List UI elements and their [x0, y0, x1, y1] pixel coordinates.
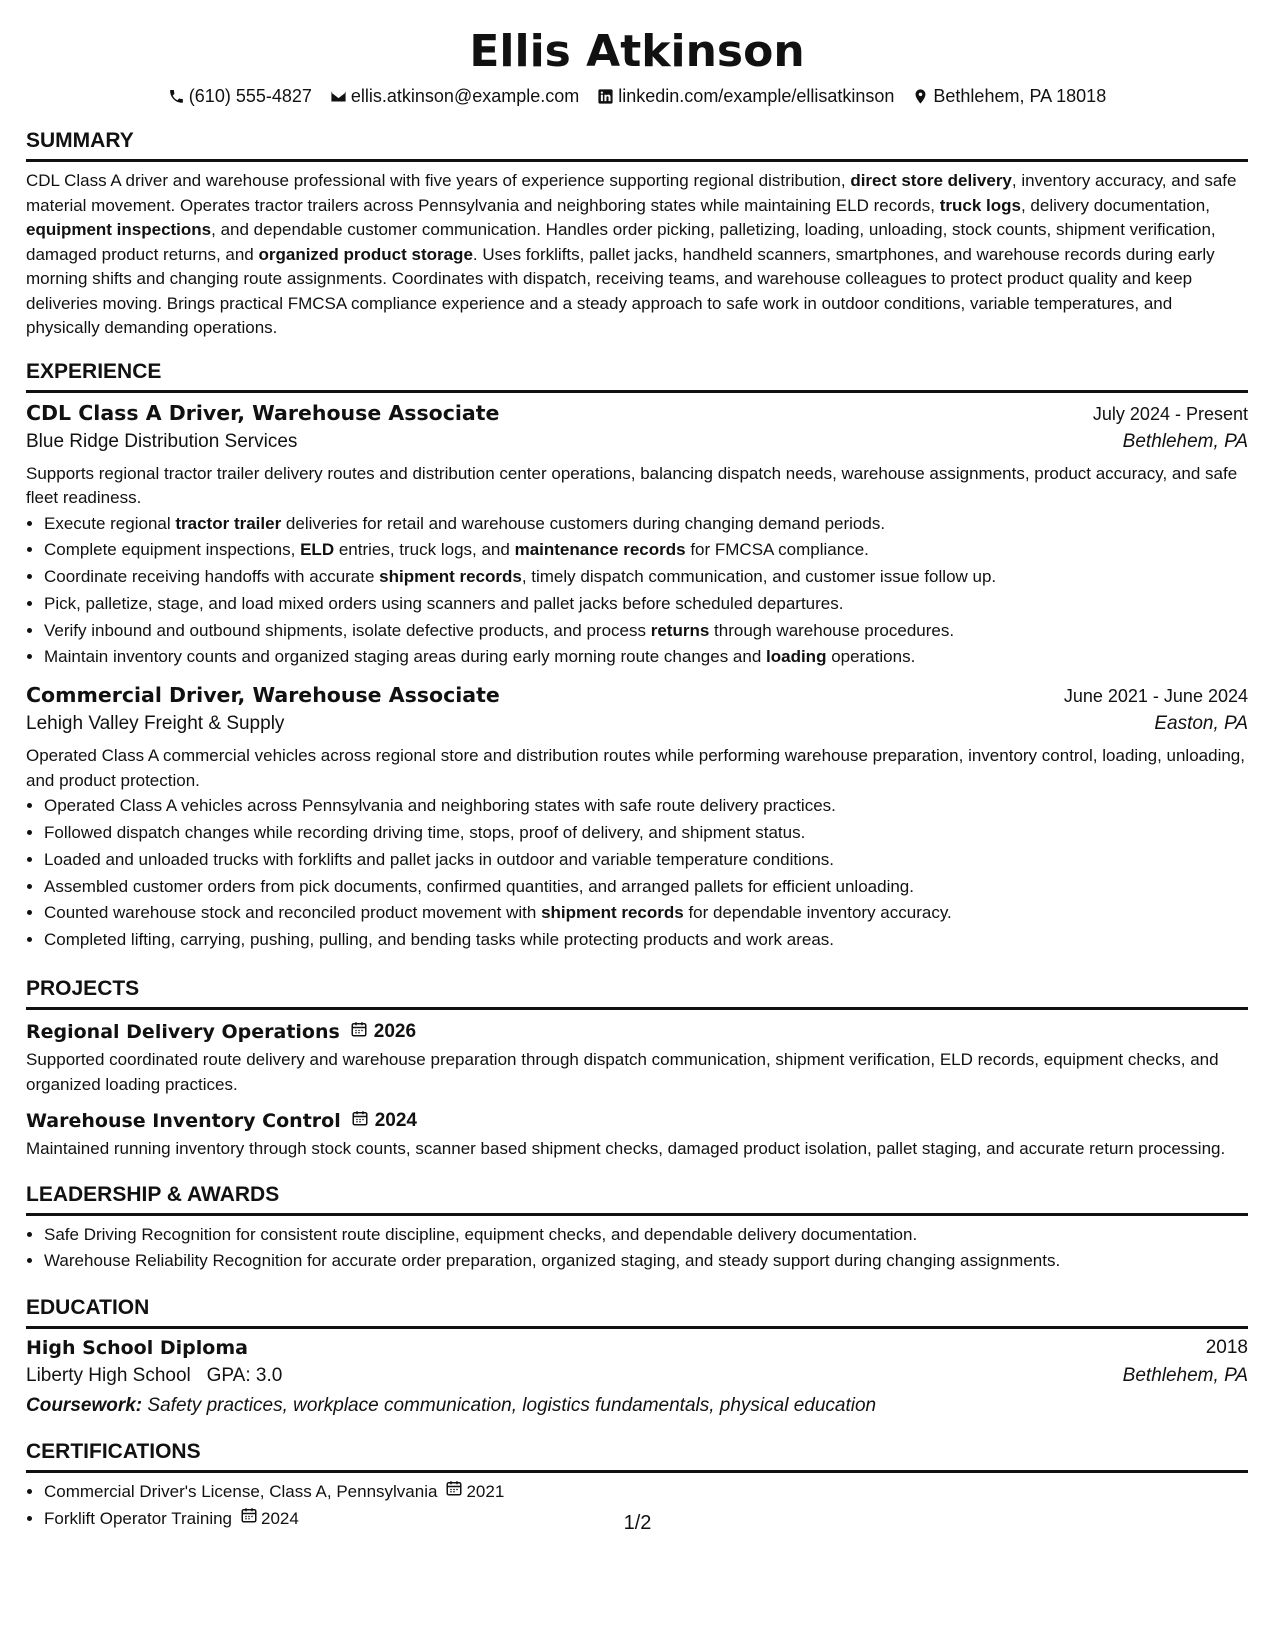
summary-text: [26, 169, 1248, 341]
bold-text: tractor trailer: [175, 513, 282, 533]
gpa: GPA: 3.0: [206, 1365, 283, 1387]
project-entry: [26, 1109, 1248, 1162]
linkedin-icon: [597, 88, 614, 105]
certification-year: [445, 1479, 504, 1506]
location-text: Bethlehem, PA 18018: [933, 85, 1107, 106]
bold-text: shipment records: [541, 903, 684, 923]
experience-list: [26, 401, 1248, 955]
project-header: [26, 1109, 1248, 1133]
bullet-item: [44, 591, 1248, 618]
company-name: Blue Ridge Distribution Services: [26, 430, 298, 452]
job-title: CDL Class A Driver, Warehouse Associate: [26, 400, 500, 425]
calendar-icon: [350, 1020, 368, 1044]
bold-text: returns: [650, 620, 710, 640]
bold-text: ELD: [300, 540, 335, 560]
linkedin-url: linkedin.com/example/ellisatkinson: [618, 85, 895, 106]
bullet-item: [44, 511, 1248, 538]
job-subheader: [26, 431, 1248, 453]
text-segment: Maintain inventory counts and organized staging areas during early morning route changes and: [44, 647, 767, 667]
experience-heading: EXPERIENCE: [26, 359, 1248, 393]
envelope-icon: [330, 88, 347, 105]
text-segment: Assembled customer orders from pick documents, confirmed quantities, and arranged pallets for efficient unloading.: [44, 876, 914, 896]
text-segment: through warehouse procedures.: [709, 620, 955, 640]
school-name: Liberty High School: [26, 1365, 191, 1387]
project-header: [26, 1020, 1248, 1044]
year-text: 2026: [373, 1021, 417, 1043]
email-address: ellis.atkinson@example.com: [350, 85, 580, 106]
year-text: 2024: [261, 1508, 299, 1528]
bullet-item: [44, 537, 1248, 564]
education-entry: [26, 1337, 1248, 1417]
coursework-label: Coursework:: [26, 1395, 143, 1417]
text-segment: Counted warehouse stock and reconciled product movement with: [44, 903, 542, 923]
text-segment: Coordinate receiving handoffs with accurate: [44, 567, 380, 587]
degree: High School Diploma: [26, 1337, 248, 1360]
leadership-list: [26, 1222, 1248, 1276]
text-segment: , delivery documentation,: [1020, 195, 1210, 215]
bullet-item: [44, 564, 1248, 591]
text-segment: Operated Class A vehicles across Pennsylvania and neighboring states with safe route delivery practices.: [44, 796, 836, 816]
bullet-item: [44, 900, 1248, 927]
contact-email[interactable]: [330, 86, 579, 107]
bullet-item: [44, 820, 1248, 847]
phone-icon: [168, 88, 185, 105]
contact-phone[interactable]: [168, 86, 312, 107]
bullet-item: [44, 874, 1248, 901]
bold-text: truck logs: [939, 195, 1021, 215]
job-title: Commercial Driver, Warehouse Associate: [26, 683, 500, 708]
text-segment: deliveries for retail and warehouse customers during changing demand periods.: [281, 513, 886, 533]
calendar-icon: [351, 1109, 369, 1133]
certification-name: • Forklift Operator Training: [44, 1508, 233, 1528]
job-subheader: [26, 713, 1248, 735]
graduation-year: 2018: [1205, 1337, 1248, 1359]
bullet-item: [44, 927, 1248, 954]
award-item: • Safe Driving Recognition for consistent route discipline, equipment checks, and dependable delivery documentation.: [44, 1222, 1248, 1249]
job-entry: [26, 401, 1248, 672]
job-entry: [26, 683, 1248, 954]
project-entry: [26, 1020, 1248, 1097]
bullet-item: [44, 644, 1248, 671]
text-segment: Complete equipment inspections,: [44, 540, 301, 560]
text-segment: , timely dispatch communication, and customer issue follow up.: [521, 567, 997, 587]
year-text: 2021: [466, 1482, 505, 1502]
bullet-item: [44, 618, 1248, 645]
text-segment: , and dependable customer communication. Handles order picking, palletizing, loading, unloading, stock counts, shipment verification, damaged product returns, and: [26, 220, 1216, 264]
text-segment: Followed dispatch changes while recording driving time, stops, proof of delivery, and shipment status.: [44, 823, 806, 843]
job-location: Bethlehem, PA: [1122, 430, 1248, 452]
text-segment: CDL Class A driver and warehouse professional with five years of experience supporting regional distribution,: [26, 171, 851, 190]
bold-text: maintenance records: [514, 540, 686, 560]
contact-location: [912, 86, 1106, 107]
text-segment: Verify inbound and outbound shipments, isolate defective products, and process: [44, 620, 651, 640]
job-description: Supports regional tractor trailer delivery routes and distribution center operations, balancing dispatch needs, warehouse assignments, product accuracy, and safe fleet readiness.: [26, 463, 1238, 507]
page-number: 1/2: [623, 1512, 652, 1534]
text-segment: , inventory accuracy, and safe material movement. Operates tractor trailers across Pennsylvania and neighboring states while maintaining ELD records,: [26, 171, 1237, 215]
text-segment: Pick, palletize, stage, and load mixed orders using scanners and pallet jacks before scheduled departures.: [44, 593, 844, 613]
resume-page: [26, 0, 1248, 1533]
job-description: Operated Class A commercial vehicles across regional store and distribution routes while performing warehouse preparation, inventory control, loading, unloading, and product protection.: [26, 746, 1245, 790]
text-segment: for FMCSA compliance.: [685, 540, 869, 560]
school-location: Bethlehem, PA: [1122, 1365, 1248, 1387]
project-title: Regional Delivery Operations: [26, 1021, 340, 1044]
project-title: Warehouse Inventory Control: [26, 1110, 341, 1133]
job-dates: July 2024 - Present: [1092, 403, 1248, 424]
bold-text: direct store delivery: [850, 171, 1012, 190]
text-segment: Execute regional: [44, 513, 176, 533]
text-segment: . Uses forklifts, pallet jacks, handheld scanners, smartphones, and warehouse records during early morning shifts and changing route assignments. Coordinates with dispatch, receiving teams, and warehouse colleagues to protect product quality and keep deliveries moving. Brings practical FMCSA compliance experience and a steady approach to safe work in outdoor conditions, variable temperatures, and physically demanding operations.: [26, 244, 1215, 337]
leadership-heading: LEADERSHIP & AWARDS: [26, 1182, 1248, 1216]
certification-name: • Commercial Driver's License, Class A, Pennsylvania: [44, 1482, 438, 1502]
coursework-text: Safety practices, workplace communication, logistics fundamentals, physical education: [147, 1395, 877, 1417]
projects-heading: PROJECTS: [26, 976, 1248, 1010]
text-segment: Completed lifting, carrying, pushing, pulling, and bending tasks while protecting products and work areas.: [44, 930, 835, 950]
bold-text: shipment records: [379, 567, 522, 587]
project-description: Maintained running inventory through stock counts, scanner based shipment checks, damaged product isolation, pallet staging, and accurate return processing.: [26, 1139, 1226, 1159]
job-dates: June 2021 - June 2024: [1063, 686, 1248, 707]
text-segment: entries, truck logs, and: [334, 540, 515, 560]
company-name: Lehigh Valley Freight & Supply: [26, 713, 285, 735]
text-segment: for dependable inventory accuracy.: [683, 903, 952, 923]
summary-heading: SUMMARY: [26, 128, 1248, 162]
education-heading: EDUCATION: [26, 1295, 1248, 1329]
project-description: Supported coordinated route delivery and warehouse preparation through dispatch communication, shipment verification, ELD records, equipment checks, and organized loading practices.: [26, 1050, 1219, 1094]
year-text: 2024: [374, 1110, 417, 1132]
certification-item: [44, 1479, 1248, 1506]
candidate-name: Ellis Atkinson: [469, 26, 805, 77]
project-year: [351, 1109, 417, 1133]
projects-list: [26, 1020, 1248, 1162]
bullet-item: [44, 847, 1248, 874]
bold-text: loading: [766, 647, 827, 667]
map-pin-icon: [912, 88, 929, 105]
certification-row: [44, 1479, 1248, 1506]
calendar-icon: [445, 1479, 463, 1506]
bullet-item: [44, 793, 1248, 820]
job-bullets: [26, 511, 1248, 672]
job-header: [26, 683, 1248, 707]
phone-number: (610) 555-4827: [188, 85, 312, 106]
contact-linkedin[interactable]: [597, 86, 894, 107]
bold-text: equipment inspections: [26, 220, 212, 239]
certifications-heading: CERTIFICATIONS: [26, 1439, 1248, 1473]
project-year: [350, 1020, 416, 1044]
contact-bar: [26, 82, 1248, 110]
text-segment: operations.: [826, 647, 916, 667]
job-bullets: [26, 793, 1248, 954]
job-location: Easton, PA: [1154, 713, 1248, 735]
bold-text: organized product storage: [258, 244, 473, 264]
award-item: • Warehouse Reliability Recognition for accurate order preparation, organized staging, and steady support during changing assignments.: [44, 1248, 1248, 1275]
text-segment: Loaded and unloaded trucks with forklifts and pallet jacks in outdoor and variable temperature conditions.: [44, 849, 835, 869]
coursework: [26, 1395, 1248, 1417]
job-header: [26, 401, 1248, 425]
